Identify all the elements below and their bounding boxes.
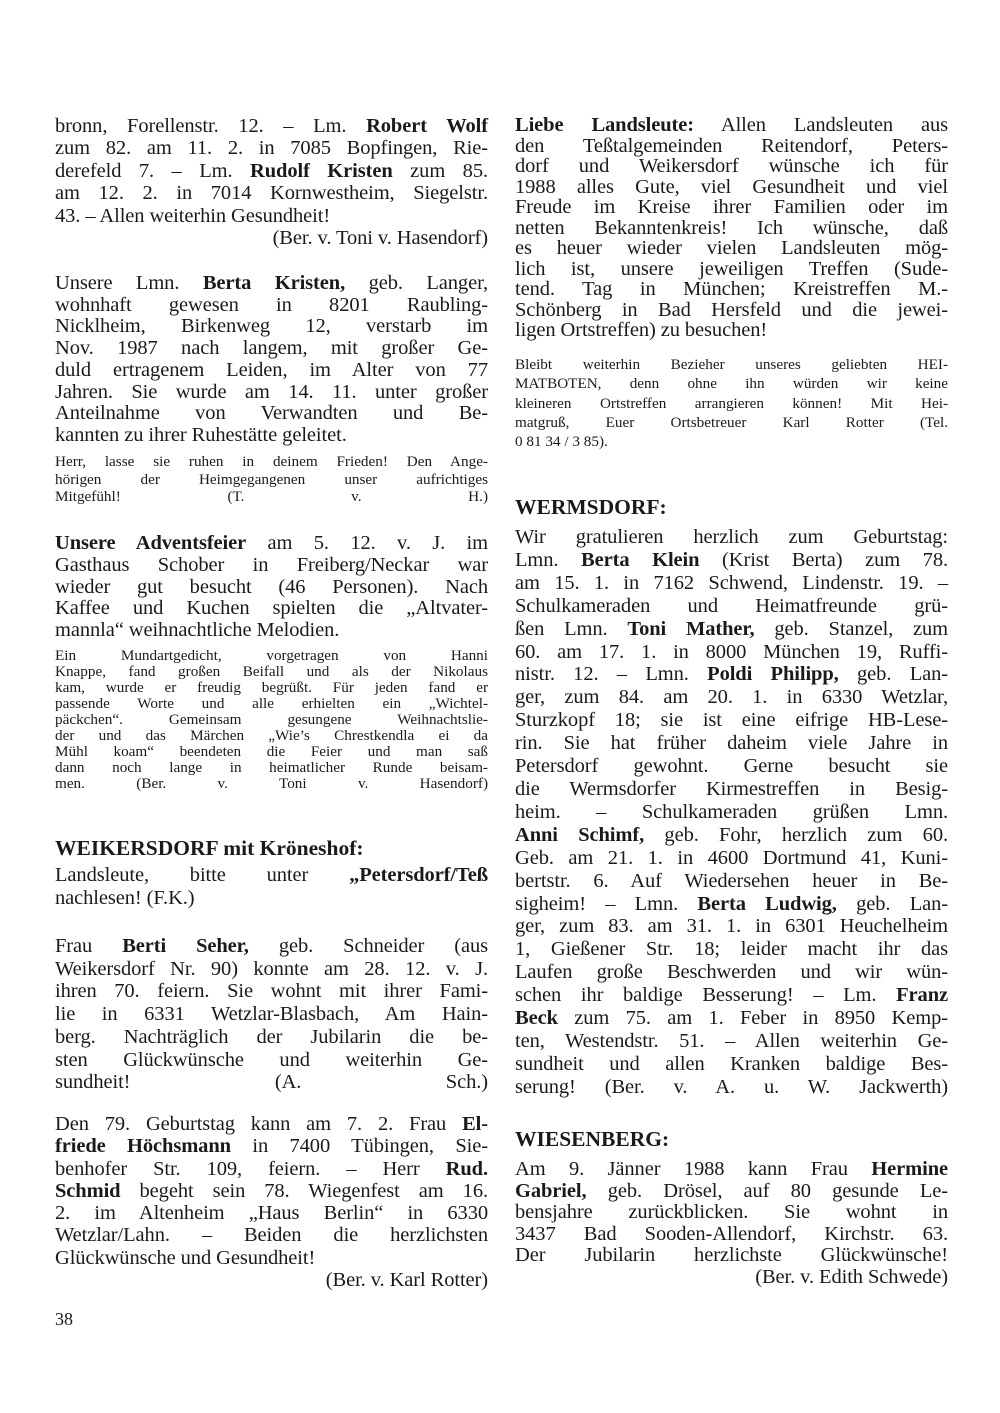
text-run: ger, zum 83. am 31. 1. in 6301 Heuchelheim xyxy=(515,915,948,938)
bold-name: Gabriel, xyxy=(515,1179,587,1202)
text-run: geb. Langer, xyxy=(345,272,489,294)
text-run: zum 85. xyxy=(392,159,488,182)
article-paragraph xyxy=(55,533,488,642)
text-line xyxy=(55,577,488,599)
text-line xyxy=(55,728,488,744)
text-run: 2. im Altenheim „Haus Berlin“ in 6330 xyxy=(55,1202,488,1225)
text-run: schen ihr baldige Besserung! – Lm. xyxy=(515,984,897,1007)
page-number: 38 xyxy=(55,1309,73,1329)
text-run: geb. Lan- xyxy=(836,892,948,915)
text-line xyxy=(515,218,948,239)
text-run: Herr, lasse sie ruhen in deinem Frieden! Den Ange- xyxy=(55,453,488,470)
note-paragraph xyxy=(55,648,488,792)
text-run: bronn, Forellenstr. 12. – Lm. xyxy=(55,115,367,137)
text-run: Mühl koam“ beendeten die Feier und man saß xyxy=(55,743,488,760)
text-run: mannla“ weihnachtliche Melodien. xyxy=(55,619,340,642)
text-line xyxy=(515,663,948,686)
text-line xyxy=(515,1127,948,1151)
text-line xyxy=(515,572,948,595)
text-line xyxy=(55,1113,488,1135)
text-line xyxy=(515,177,948,198)
text-run: kleineren Ortstreffen arrangieren können! Mit Hei- xyxy=(515,394,948,412)
bold-name: „Petersdorf/Teß xyxy=(349,864,488,886)
bold-name: Berta Ludwig, xyxy=(697,892,837,915)
text-line xyxy=(55,712,488,728)
text-run: begeht sein 78. Wiegenfest am 16. xyxy=(120,1179,488,1202)
text-line xyxy=(515,1076,948,1099)
text-run: kannten zu ihrer Ruhestätte geleitet. xyxy=(55,423,347,446)
text-line xyxy=(55,836,488,860)
text-line xyxy=(515,197,948,218)
text-line xyxy=(515,961,948,984)
text-line xyxy=(55,338,488,360)
text-run: Ein Mundartgedicht, vorgetragen von Hanni xyxy=(55,647,488,664)
text-line xyxy=(55,316,488,338)
text-run: MATBOTEN, denn ohne ihn würden wir keine xyxy=(515,375,948,393)
text-run: dann noch lange in heimatlicher Runde beisam- xyxy=(55,759,488,776)
text-line xyxy=(515,1224,948,1246)
text-line xyxy=(515,618,948,641)
text-run: geb. Lan- xyxy=(838,663,948,686)
text-line xyxy=(515,432,948,451)
text-line xyxy=(55,620,488,642)
text-line xyxy=(55,488,488,506)
text-line xyxy=(515,1053,948,1076)
text-line xyxy=(55,533,488,555)
text-line xyxy=(55,471,488,489)
text-run: lich ist, unsere jeweiligen Treffen (Sude- xyxy=(515,257,948,280)
text-line xyxy=(55,935,488,958)
text-line xyxy=(55,696,488,712)
text-run: tend. Tag in München; Kreistreffen M.- xyxy=(515,278,948,300)
text-run: nachlesen! (F.K.) xyxy=(55,886,195,909)
text-line xyxy=(55,205,488,227)
text-run: am 15. 1. in 7162 Schwend, Lindenstr. 19. – xyxy=(515,571,948,594)
bold-name: Rudolf Kristen xyxy=(250,159,393,182)
article-paragraph xyxy=(515,1159,948,1289)
text-run: bertstr. 6. Auf Wiedersehen heuer in Be- xyxy=(515,869,948,892)
section-heading xyxy=(55,836,488,860)
text-run: Bleibt weiterhin Bezieher unseres geliebten HEI- xyxy=(515,356,948,373)
text-line xyxy=(55,453,488,471)
text-line xyxy=(515,374,948,393)
text-run: zum 82. am 11. 2. in 7085 Bopfingen, Rie- xyxy=(55,137,488,160)
text-run: Allen Landsleuten aus xyxy=(694,114,949,136)
text-run: Gasthaus Schober in Freiberg/Neckar war xyxy=(55,553,488,576)
text-run: Am 9. Jänner 1988 kann Frau xyxy=(515,1158,872,1180)
text-line xyxy=(55,1202,488,1224)
text-line xyxy=(515,394,948,413)
text-line xyxy=(515,156,948,177)
text-run: 0 81 34 / 3 85). xyxy=(515,433,608,451)
text-run: kam, wurde er freudig begrüßt. Für jeden fand er xyxy=(55,679,488,696)
text-line xyxy=(515,1007,948,1030)
article-paragraph xyxy=(55,1113,488,1291)
text-run: Nov. 1987 nach langem, mit großer Ge- xyxy=(55,337,488,360)
text-line xyxy=(515,915,948,938)
bold-name: El- xyxy=(462,1113,488,1135)
text-run: die Wermsdorfer Kirmestreffen in Besig- xyxy=(515,777,948,800)
text-run: ligen Ortstreffen) zu besuchen! xyxy=(515,319,768,341)
text-line xyxy=(515,1245,948,1267)
text-line xyxy=(515,1202,948,1224)
text-line xyxy=(55,137,488,159)
text-run: Wetzlar/Lahn. – Beiden die herzlichsten xyxy=(55,1224,488,1247)
text-line xyxy=(515,238,948,259)
text-run: (Krist Berta) zum 78. xyxy=(699,548,948,571)
text-run: Landsleute, bitte unter xyxy=(55,864,350,886)
text-run: men. (Ber. v. Toni v. Hasendorf) xyxy=(55,775,488,792)
bold-name: Poldi Philipp, xyxy=(707,663,839,686)
text-run: heim. – Schulkameraden grüßen Lmn. xyxy=(515,800,948,823)
text-run: zum 75. am 1. Feber in 8950 Kemp- xyxy=(557,1007,948,1030)
text-line xyxy=(515,136,948,157)
text-run: sundheit! (A. Sch.) xyxy=(55,1071,488,1094)
text-run: wieder gut besucht (46 Personen). Nach xyxy=(55,575,488,598)
text-run: geb. Fohr, herzlich zum 60. xyxy=(644,823,948,846)
text-run: Den 79. Geburtstag kann am 7. 2. Frau xyxy=(55,1113,463,1135)
bold-name: Anni Schimf, xyxy=(515,823,645,846)
text-run: hörigen der Heimgegangenen unser aufrichtiges xyxy=(55,470,488,488)
text-run: duld ertragenem Leiden, im Alter von 77 xyxy=(55,358,488,381)
article-paragraph xyxy=(55,273,488,447)
text-run: Sturzkopf 18; sie ist eine eifrige HB-Lese- xyxy=(515,709,948,732)
text-run: am 12. 2. in 7014 Kornwestheim, Siegelstr. xyxy=(55,182,488,205)
text-line xyxy=(55,1180,488,1202)
text-run: es heuer wieder vielen Landsleuten mög- xyxy=(515,237,948,259)
article-paragraph xyxy=(515,115,948,341)
text-run: derefeld 7. – Lm. xyxy=(55,159,251,182)
text-line xyxy=(55,382,488,404)
bold-name: Rud. xyxy=(445,1157,488,1180)
text-run: 60. am 17. 1. in 8000 München 19, Ruffi- xyxy=(515,640,948,663)
text-run: bensjahre zurückblicken. Sie wohnt in xyxy=(515,1201,948,1224)
text-run: sten Glückwünsche und weiterhin Ge- xyxy=(55,1048,488,1071)
bold-name: Berta Kristen, xyxy=(202,272,346,294)
reporter-signature: (Ber. v. Toni v. Hasendorf) xyxy=(272,227,488,250)
text-run: Wir gratulieren herzlich zum Geburtstag: xyxy=(515,526,948,548)
article-paragraph xyxy=(55,115,488,249)
text-line xyxy=(515,495,948,519)
text-line xyxy=(515,549,948,572)
text-line xyxy=(515,893,948,916)
bold-name: Berti Seher, xyxy=(122,935,249,957)
text-run: 43. – Allen weiterhin Gesundheit! xyxy=(55,204,331,227)
text-line xyxy=(515,801,948,824)
text-run: wohnhaft gewesen in 8201 Raubling- xyxy=(55,293,488,316)
text-run: Anteilnahme von Verwandten und Be- xyxy=(55,402,488,425)
text-line xyxy=(55,680,488,696)
text-line xyxy=(55,182,488,204)
article-paragraph xyxy=(55,864,488,909)
reporter-signature: (Ber. v. Edith Schwede) xyxy=(755,1265,948,1288)
text-run: Laufen große Beschwerden und wir wün- xyxy=(515,961,948,984)
text-run: dorf und Weikersdorf wünsche ich für xyxy=(515,155,948,177)
bold-name: Unsere Adventsfeier xyxy=(55,532,247,554)
bold-name: Toni Mather, xyxy=(627,617,755,640)
text-line xyxy=(515,526,948,549)
text-run: serung! (Ber. v. A. u. W. Jackwerth) xyxy=(515,1075,948,1098)
text-run: ihren 70. feiern. Sie wohnt mit ihrer Fami- xyxy=(55,980,488,1003)
section-heading xyxy=(515,1127,948,1151)
text-line xyxy=(515,732,948,755)
text-line xyxy=(515,259,948,280)
reporter-signature: (Ber. v. Karl Rotter) xyxy=(325,1269,488,1292)
text-run: geb. Drösel, auf 80 gesunde Le- xyxy=(586,1179,948,1202)
text-line xyxy=(55,273,488,295)
bold-name: Robert Wolf xyxy=(366,115,488,137)
text-run: netten Bekanntenkreis! Ich wünsche, daß xyxy=(515,216,948,239)
text-run: 3437 Bad Sooden-Allendorf, Kirchstr. 63. xyxy=(515,1222,948,1245)
text-run: Frau xyxy=(55,935,123,957)
text-line xyxy=(515,778,948,801)
note-paragraph xyxy=(55,453,488,506)
bold-name: friede Höchsmann xyxy=(55,1135,231,1158)
text-line xyxy=(55,760,488,776)
bold-name: Hermine xyxy=(871,1158,948,1180)
text-line xyxy=(55,1026,488,1049)
text-line xyxy=(55,160,488,182)
text-line xyxy=(515,686,948,709)
text-line xyxy=(515,1030,948,1053)
text-run: passende Worte und alle erhielten ein „Wichtel- xyxy=(55,695,488,712)
text-run: matgruß, Euer Ortsbetreuer Karl Rotter (Tel. xyxy=(515,413,948,431)
text-run: 1988 alles Gute, viel Gesundheit und viel xyxy=(515,175,948,198)
text-line xyxy=(55,1247,488,1269)
bold-name: Schmid xyxy=(55,1179,121,1202)
text-line xyxy=(55,864,488,887)
text-line xyxy=(55,1158,488,1180)
text-line xyxy=(515,847,948,870)
bold-name: Franz xyxy=(896,984,948,1007)
text-run: am 5. 12. v. J. im xyxy=(246,532,488,554)
bold-name: Beck xyxy=(515,1007,558,1030)
text-line xyxy=(55,295,488,317)
text-line xyxy=(515,300,948,321)
text-line xyxy=(515,115,948,136)
text-run: Weikersdorf Nr. 90) konnte am 28. 12. v. J. xyxy=(55,957,488,980)
note-paragraph xyxy=(515,355,948,451)
bold-name: Liebe Landsleute: xyxy=(515,114,695,136)
text-line xyxy=(515,1159,948,1181)
text-run: Mitgefühl! (T. v. H.) xyxy=(55,488,488,505)
text-run: Schönberg in Bad Hersfeld und die jewei- xyxy=(515,298,948,321)
text-line xyxy=(515,984,948,1007)
text-line xyxy=(515,709,948,732)
text-run: der und das Märchen „Wie’s Chrestkendla ei da xyxy=(55,727,488,744)
text-line xyxy=(515,320,948,341)
text-run: WEIKERSDORF mit Kröneshof: xyxy=(55,836,364,860)
text-run: sigheim! – Lmn. xyxy=(515,892,698,915)
text-run: Nicklheim, Birkenweg 12, verstarb im xyxy=(55,315,488,338)
text-line xyxy=(515,755,948,778)
text-run: WIESENBERG: xyxy=(515,1127,670,1151)
text-run: Kaffee und Kuchen spielten die „Altvater- xyxy=(55,597,488,620)
text-run: sundheit und allen Kranken baldige Bes- xyxy=(515,1052,948,1075)
text-line xyxy=(515,413,948,432)
text-line xyxy=(515,595,948,618)
text-line xyxy=(55,1135,488,1157)
text-line xyxy=(55,115,488,137)
text-run: ten, Westendstr. 51. – Allen weiterhin Ge- xyxy=(515,1029,948,1052)
text-run: WERMSDORF: xyxy=(515,495,667,519)
text-line xyxy=(55,744,488,760)
text-line xyxy=(515,641,948,664)
text-run: Unsere Lmn. xyxy=(55,272,203,294)
text-run: Freude im Kreise ihrer Familien oder im xyxy=(515,196,948,218)
section-heading xyxy=(515,495,948,519)
text-line xyxy=(515,938,948,961)
text-run: den Teßtalgemeinden Reitendorf, Peters- xyxy=(515,134,948,157)
text-line xyxy=(515,355,948,374)
text-run: lie in 6331 Wetzlar-Blasbach, Am Hain- xyxy=(55,1003,488,1026)
bold-name: Berta Klein xyxy=(581,548,700,571)
text-line xyxy=(55,980,488,1003)
text-run: geb. Schneider (aus xyxy=(248,935,488,957)
text-line xyxy=(55,776,488,792)
text-run: ßen Lmn. xyxy=(515,617,628,640)
text-run: 1, Gießener Str. 18; leider macht ihr das xyxy=(515,938,948,961)
text-run: päckchen“. Gemeinsam gesungene Weihnachtslie- xyxy=(55,711,488,728)
text-line xyxy=(515,870,948,893)
text-run: geb. Stanzel, zum xyxy=(754,617,949,640)
text-run: Der Jubilarin herzlichste Glückwünsche! xyxy=(515,1244,948,1267)
text-run: ger, zum 84. am 20. 1. in 6330 Wetzlar, xyxy=(515,686,948,709)
article-paragraph xyxy=(55,935,488,1094)
text-line xyxy=(55,648,488,664)
text-line xyxy=(55,1224,488,1246)
text-line xyxy=(515,279,948,300)
text-line xyxy=(55,1049,488,1072)
text-run: benhofer Str. 109, feiern. – Herr xyxy=(55,1157,446,1180)
text-run: berg. Nachträglich der Jubilarin die be- xyxy=(55,1025,488,1048)
text-line xyxy=(55,1071,488,1094)
text-run: in 7400 Tübingen, Sie- xyxy=(230,1135,488,1158)
text-run: Schulkameraden und Heimatfreunde grü- xyxy=(515,594,948,617)
text-run: Lmn. xyxy=(515,548,582,571)
text-line xyxy=(55,1003,488,1026)
text-line xyxy=(515,824,948,847)
text-line xyxy=(55,958,488,981)
text-run: Geb. am 21. 1. in 4600 Dortmund 41, Kuni- xyxy=(515,846,948,869)
text-line xyxy=(55,664,488,680)
text-line xyxy=(55,360,488,382)
text-run: rin. Sie hat früher daheim viele Jahre in xyxy=(515,732,948,755)
text-run: nistr. 12. – Lmn. xyxy=(515,663,708,686)
text-run: Glückwünsche und Gesundheit! xyxy=(55,1246,316,1269)
text-line xyxy=(55,598,488,620)
text-line xyxy=(55,403,488,425)
text-line xyxy=(55,887,488,910)
text-line xyxy=(55,555,488,577)
text-line xyxy=(55,425,488,447)
text-line xyxy=(515,1181,948,1203)
article-paragraph xyxy=(515,526,948,1099)
text-run: Jahren. Sie wurde am 14. 11. unter großer xyxy=(55,380,488,403)
text-run: Knappe, fand großen Beifall und als der Nikolaus xyxy=(55,663,488,680)
text-run: Petersdorf gewohnt. Gerne besucht sie xyxy=(515,755,948,778)
